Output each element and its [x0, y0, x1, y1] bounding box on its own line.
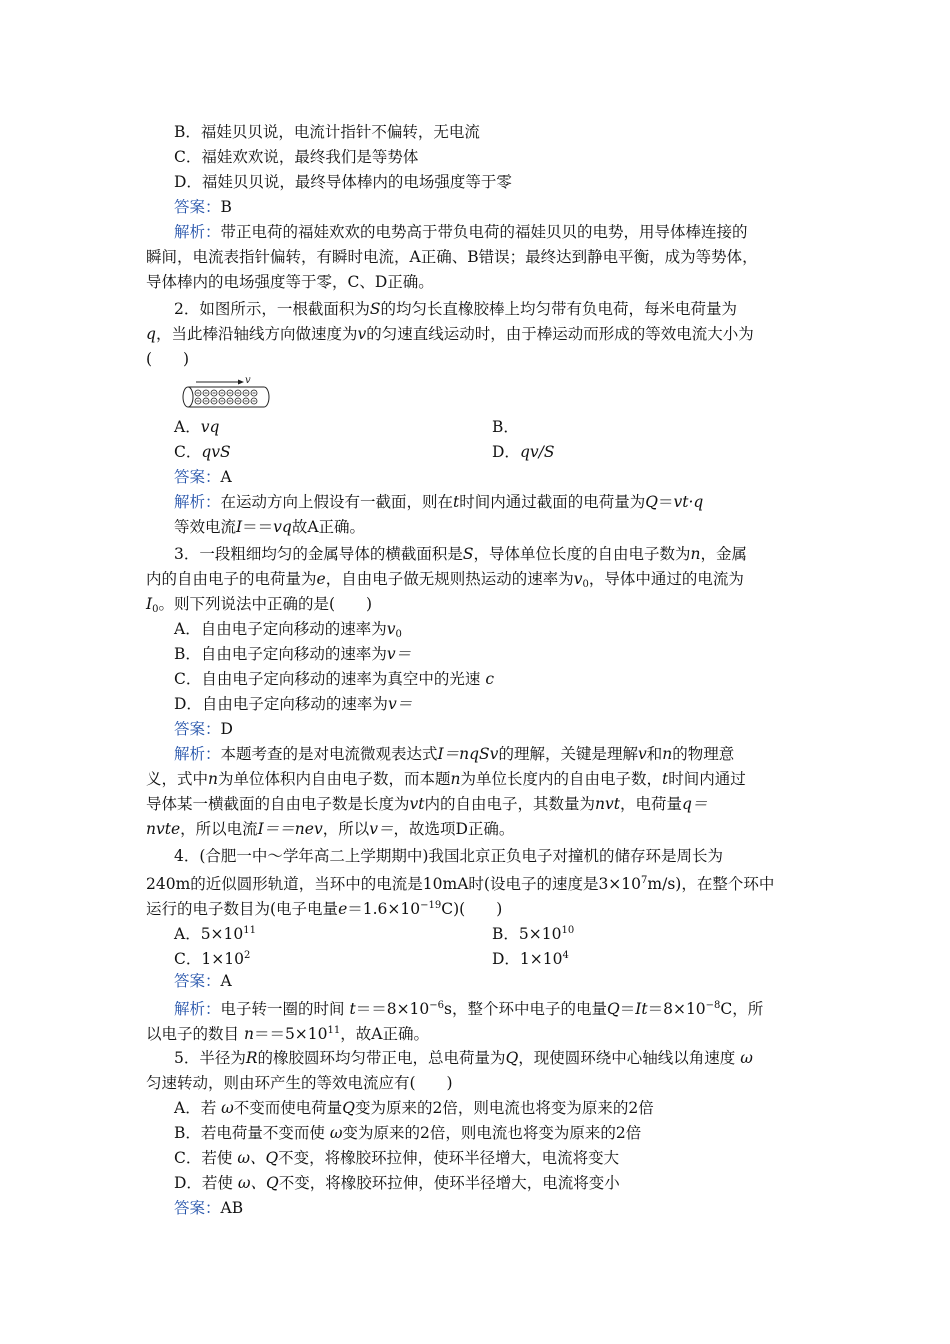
symbol-S: S — [369, 300, 381, 318]
symbol-R: R — [245, 1049, 258, 1067]
symbol-v: v — [357, 325, 367, 343]
q5-option-b — [174, 1121, 641, 1145]
q3-exp1d: 和 — [646, 745, 663, 763]
q3-s1a: 3．一段粗细均匀的金属导体的横截面积是 — [174, 545, 463, 563]
symbol-omega: ω — [329, 1124, 343, 1142]
q4-optA-text: A．5×10 — [174, 925, 244, 943]
q5-stem-line1 — [174, 1046, 753, 1070]
q2-option-a — [174, 415, 219, 439]
q3-exp4e: v＝ — [369, 820, 394, 838]
q2-s1b: 的均匀长直橡胶棒上均匀带有负电荷，每米电荷量为 — [380, 300, 738, 318]
q1-option-c: C．福娃欢欢说，最终我们是等势体 — [174, 148, 419, 166]
q4-s3b: ＝1.6×10 — [347, 900, 421, 918]
q2-exp1a: 在运动方向上假设有一截面，则在 — [220, 493, 454, 511]
answer-value: A — [220, 972, 232, 990]
q2-stem-line2 — [146, 322, 754, 346]
negative-charges — [195, 390, 257, 404]
q4-explanation-line2 — [146, 1019, 429, 1046]
q3-exp4a: nvte — [146, 820, 181, 838]
q2-optC-value: qvS — [201, 443, 231, 461]
q3-exp2b: 为单位体积内自由电子数，而本题 — [218, 770, 451, 788]
q4-option-c — [174, 944, 250, 971]
exponent: 11 — [327, 1025, 341, 1036]
q2-optD-value: qv/S — [519, 443, 555, 461]
exponent: 4 — [562, 950, 569, 961]
symbol-Q: Q — [607, 1000, 620, 1018]
q2-optC-label: C． — [174, 443, 202, 461]
q4-optB-text: B．5×10 — [492, 925, 562, 943]
q2-exp1b: 时间内通过截面的电荷量为 — [459, 493, 646, 511]
q3-exp4d: ，所以 — [322, 820, 370, 838]
q4-s3a: 运行的电子数目为(电子电量 — [146, 900, 339, 918]
q4-exp2b: ＝＝5×10 — [253, 1025, 328, 1043]
velocity-arrowhead — [238, 380, 244, 385]
q3-exp3f: q＝ — [682, 795, 708, 813]
symbol-Q: Q — [342, 1099, 356, 1117]
q3-explanation-line2 — [146, 767, 746, 791]
explanation-label: 解析： — [174, 493, 221, 511]
answer-label: 答案： — [174, 1199, 221, 1217]
q3-exp3c: 内的自由电子，其数量为 — [424, 795, 596, 813]
answer-label: 答案： — [174, 198, 221, 216]
q4-exp1f: It — [635, 1000, 648, 1018]
q5-optC-a: C．若使 — [174, 1149, 233, 1167]
q2-s2b: 的匀速直线运动时，由于棒运动而形成的等效电流大小为 — [366, 325, 754, 343]
q5-optD-a: D．若使 — [174, 1174, 233, 1192]
symbol-t: t — [453, 493, 460, 511]
answer-label: 答案： — [174, 720, 221, 738]
q5-optB-b: 变为原来的2倍，则电流也将变为原来的2倍 — [342, 1124, 642, 1142]
symbol-n: n — [208, 770, 218, 788]
q4-s3c: C)( ) — [441, 900, 503, 918]
q4-exp1h: C，所 — [720, 1000, 764, 1018]
symbol-n: n — [450, 770, 461, 788]
q2-exp2a: 等效电流 — [174, 518, 237, 536]
symbol-c: c — [485, 670, 494, 688]
symbol-Q: Q — [645, 493, 658, 511]
q1-explanation-line2: 瞬间，电流表指针偏转，有瞬时电流，A正确、B错误；最终达到静电平衡，成为等势体， — [146, 248, 758, 266]
q3-option-d — [174, 692, 412, 716]
explanation-label: 解析： — [174, 223, 221, 241]
q2-explanation-line1 — [174, 490, 703, 514]
q3-exp1a: 本题考查的是对电流微观表达式 — [220, 745, 438, 763]
q4-option-a — [174, 919, 256, 946]
symbol-q: q — [146, 325, 156, 343]
q3-s2b: ，自由电子做无规则热运动的速率为 — [325, 570, 574, 588]
q4-exp1a: 电子转一圈的时间 — [220, 1000, 345, 1018]
q3-optB-value: v＝ — [386, 645, 412, 663]
subscript-0: 0 — [582, 579, 589, 590]
subscript-0: 0 — [152, 604, 159, 615]
q4-stem-line2 — [146, 869, 774, 896]
q3-exp4b: ，所以电流 — [180, 820, 258, 838]
symbol-I: I — [236, 518, 243, 536]
q5-option-c — [174, 1146, 619, 1170]
answer-value: D — [220, 720, 233, 738]
exponent: 7 — [641, 875, 648, 886]
q3-s2c: ，导体中通过的电流为 — [588, 570, 744, 588]
q2-option-b: B． — [492, 418, 519, 436]
answer-label: 答案： — [174, 468, 221, 486]
q4-option-b — [492, 919, 574, 946]
q3-exp4c: I＝＝nev — [257, 820, 323, 838]
q4-exp2c: ，故A正确。 — [340, 1025, 429, 1043]
q2-answer — [174, 465, 232, 489]
q2-stem-line1 — [174, 297, 737, 321]
symbol-v0: v — [573, 570, 583, 588]
explanation-label: 解析： — [174, 745, 221, 763]
q1-exp-text1: 带正电荷的福娃欢欢的电势高于带负电荷的福娃贝贝的电势，用导体棒连接的 — [220, 223, 748, 241]
q4-exp1e: ＝ — [619, 1000, 636, 1018]
q5-optA-c: 变为原来的2倍，则电流也将变为原来的2倍 — [355, 1099, 654, 1117]
symbol-n: n — [243, 1025, 254, 1043]
symbol-t: t — [662, 770, 669, 788]
q4-answer — [174, 969, 232, 993]
exponent: −6 — [429, 1000, 445, 1011]
q4-exp1c: s，整个环中电子的电量 — [444, 1000, 607, 1018]
q4-optD-text: D．1×10 — [492, 950, 563, 968]
q2-exp2e: 故A正确。 — [291, 518, 366, 536]
explanation-label: 解析： — [174, 1000, 221, 1018]
q4-stem-line3 — [146, 894, 502, 921]
q2-s2a: ，当此棒沿轴线方向做速度为 — [155, 325, 358, 343]
q5-optB-a: B．若电荷量不变而使 — [174, 1124, 325, 1142]
exponent: −19 — [420, 900, 442, 911]
answer-label: 答案： — [174, 972, 221, 990]
q1-explanation-line1 — [174, 220, 748, 244]
q3-answer — [174, 717, 233, 741]
q4-option-d — [492, 944, 569, 971]
q5-optA-b: 不变而使电荷量 — [233, 1099, 343, 1117]
symbol-n: n — [662, 745, 673, 763]
q2-exp2c: ＝＝ — [242, 518, 274, 536]
q2-optA-label: A． — [174, 418, 201, 436]
q3-exp1c: 的理解，关键是理解 — [498, 745, 638, 763]
velocity-label: v — [245, 375, 251, 386]
q4-exp1b: ＝＝8×10 — [355, 1000, 430, 1018]
symbol-omega-Q: ω、Q — [237, 1174, 279, 1192]
q4-s2a: 240m的近似圆形轨道，当环中的电流是10mA时(设电子的速度是3×10 — [146, 875, 642, 893]
q5-answer — [174, 1196, 243, 1220]
q3-exp2c: 为单位长度内的自由电子数， — [460, 770, 663, 788]
charged-rod-figure — [174, 374, 274, 410]
q3-exp1e: 的物理意 — [672, 745, 735, 763]
symbol-I0: I — [146, 595, 153, 613]
symbol-omega: ω — [740, 1049, 753, 1067]
q2-stem-line3: ( ) — [146, 350, 190, 368]
q4-s2b: m/s)，在整个环中 — [647, 875, 775, 893]
q2-exp2d: vq — [273, 518, 292, 536]
q1-option-d: D．福娃贝贝说，最终导体棒内的电场强度等于零 — [174, 173, 512, 191]
q2-exp1d: ＝ — [658, 493, 674, 511]
rod-right-end — [264, 387, 269, 407]
q4-optC-text: C．1×10 — [174, 950, 244, 968]
q3-exp2a: 义，式中 — [146, 770, 209, 788]
q3-option-b — [174, 642, 411, 666]
q3-s2a: 内的自由电子的电荷量为 — [146, 570, 317, 588]
q3-exp2d: 时间内通过 — [668, 770, 746, 788]
q4-exp2a: 以电子的数目 — [146, 1025, 240, 1043]
q3-exp3e: ，电荷量 — [620, 795, 683, 813]
exponent: 10 — [561, 925, 575, 936]
q5-optC-b: 不变，将橡胶环拉伸，使环半径增大，电流将变大 — [278, 1149, 620, 1167]
q1-answer — [174, 195, 232, 219]
q3-exp3a: 导体某一横截面的自由电子数是长度为 — [146, 795, 410, 813]
q1-option-b: B．福娃贝贝说，电流计指针不偏转，无电流 — [174, 123, 480, 141]
q3-s3: 。则下列说法中正确的是( ) — [158, 595, 373, 613]
q3-optD-value: v＝ — [387, 695, 413, 713]
q3-s1b: ，导体单位长度的自由电子数为 — [473, 545, 691, 563]
q3-exp1b: I＝nqSv — [437, 745, 499, 763]
symbol-t: t — [349, 1000, 356, 1018]
q1-explanation-line3: 导体棒内的电场强度等于零，C、D正确。 — [146, 273, 434, 291]
exponent: 2 — [243, 950, 251, 961]
q5-s1b: 的橡胶圆环均匀带正电，总电荷量为 — [257, 1049, 506, 1067]
symbol-S: S — [462, 545, 474, 563]
symbol-e: e — [338, 900, 348, 918]
symbol-omega-Q: ω、Q — [237, 1149, 279, 1167]
symbol-omega: ω — [221, 1099, 234, 1117]
q3-s1c: ，金属 — [700, 545, 748, 563]
q5-optD-b: 不变，将橡胶环拉伸，使环半径增大，电流将变小 — [278, 1174, 620, 1192]
q3-exp3d: nvt — [595, 795, 620, 813]
q3-explanation-line4 — [146, 817, 514, 841]
q3-optD-text: D．自由电子定向移动的速率为 — [174, 695, 388, 713]
symbol-v: v — [637, 745, 647, 763]
minus-signs — [197, 393, 256, 401]
q3-optA-text: A．自由电子定向移动的速率为 — [174, 620, 387, 638]
symbol-n: n — [690, 545, 701, 563]
answer-value: AB — [220, 1199, 244, 1217]
symbol-e: e — [316, 570, 326, 588]
q2-exp1e: vt·q — [673, 493, 704, 511]
q5-option-a — [174, 1096, 654, 1120]
rod-left-end — [183, 387, 193, 407]
q4-stem-line1: 4．(合肥一中～学年高二上学期期中)我国北京正负电子对撞机的储存环是周长为 — [174, 847, 723, 865]
q2-optA-value: vq — [200, 418, 220, 436]
answer-value: B — [220, 198, 232, 216]
q3-optB-text: B．自由电子定向移动的速率为 — [174, 645, 387, 663]
q5-stem-line2: 匀速转动，则由环产生的等效电流应有( ) — [146, 1074, 453, 1092]
q2-option-d — [492, 440, 554, 464]
q5-s1c: ，现使圆环绕中心轴线以角速度 — [518, 1049, 736, 1067]
q5-optA-a: A．若 — [174, 1099, 217, 1117]
q2-optD-label: D． — [492, 443, 520, 461]
q4-exp1g: ＝8×10 — [647, 1000, 706, 1018]
q2-s1a: 2．如图所示，一根截面积为 — [174, 300, 370, 318]
symbol-Q: Q — [505, 1049, 519, 1067]
subscript-0: 0 — [395, 629, 402, 640]
answer-value: A — [220, 468, 232, 486]
q5-option-d — [174, 1171, 620, 1195]
q3-explanation-line1 — [174, 742, 734, 766]
q5-s1a: 5．半径为 — [174, 1049, 246, 1067]
q3-exp3b: vt — [409, 795, 425, 813]
q2-option-c — [174, 440, 231, 464]
exponent: −8 — [705, 1000, 721, 1011]
q3-optC-text: C．自由电子定向移动的速率为真空中的光速 — [174, 670, 481, 688]
q3-exp4f: ，故选项D正确。 — [393, 820, 515, 838]
exponent: 11 — [243, 925, 257, 936]
q4-explanation-line1 — [174, 994, 763, 1021]
q3-stem-line1 — [174, 542, 747, 566]
q3-explanation-line3 — [146, 792, 707, 816]
q3-option-c — [174, 667, 494, 691]
symbol-v0: v — [386, 620, 396, 638]
q2-explanation-line2 — [174, 515, 365, 539]
